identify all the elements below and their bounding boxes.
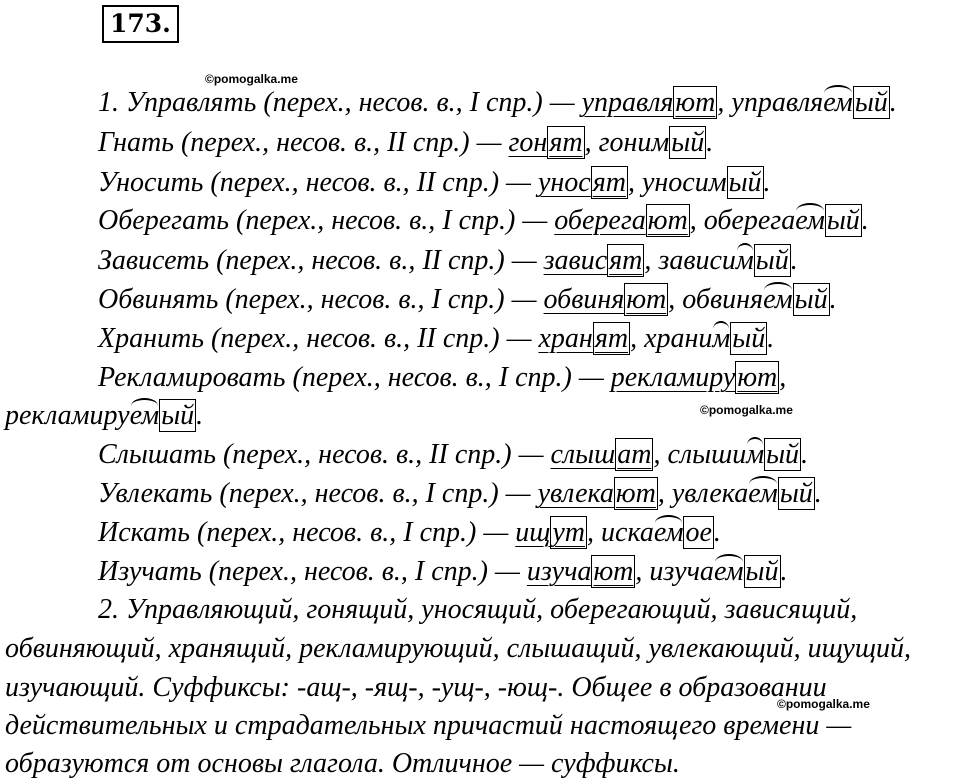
participle-form: уносимый (641, 167, 762, 198)
present-form: слышат (550, 439, 652, 470)
verb-line: Рекламировать (перех., несов. в., I спр.) — рекламируют, (98, 362, 787, 393)
participle-form: обвиняемый (682, 284, 828, 315)
present-form: обвиняют (543, 284, 667, 315)
participle-form: слышимый (667, 439, 800, 470)
participle-form: гонимый (598, 127, 705, 158)
answer-line: 2. Управляющий, гонящий, уносящий, оберегающий, зависящий, (98, 594, 858, 625)
verb-line: Хранить (перех., несов. в., II спр.) — хранят, хранимый. (98, 323, 775, 354)
participle-form: оберегаемый (703, 205, 860, 236)
verb-line: Уносить (перех., несов. в., II спр.) — уносят, уносимый. (98, 167, 771, 198)
watermark: ©pomogalka.me (777, 697, 870, 711)
answer-line: действительных и страдательных причастий настоящего времени — (5, 710, 852, 741)
verb-line: 1. Управлять (перех., несов. в., I спр.) — управляют, управляемый. (98, 87, 897, 118)
answer-line: образуются от основы глагола. Отличное — суффиксы. (5, 748, 680, 779)
answer-line: изучающий. Суффиксы: -ащ-, -ящ-, -ущ-, -ющ-. Общее в образовании (5, 672, 827, 703)
answer-line: обвиняющий, хранящий, рекламирующий, слышащий, увлекающий, ищущий, (5, 633, 911, 664)
participle-form: изучаемый (649, 556, 779, 587)
present-form: оберегают (554, 205, 688, 236)
present-form: зависят (543, 245, 643, 276)
verb-line-continuation: рекламируемый. (5, 400, 204, 431)
participle-form: увлекаемый (671, 478, 813, 509)
verb-line: Гнать (перех., несов. в., II спр.) — гонят, гонимый. (98, 127, 714, 158)
verb-line: Искать (перех., несов. в., I спр.) — ищут, искаемое. (98, 517, 721, 548)
present-form: увлекают (537, 478, 656, 509)
verb-line: Обвинять (перех., несов. в., I спр.) — обвиняют, обвиняемый. (98, 284, 837, 315)
participle-form: хранимый (644, 323, 766, 354)
verb-line: Увлекать (перех., несов. в., I спр.) — увлекают, увлекаемый. (98, 478, 822, 509)
participle-form: управляемый (731, 87, 888, 118)
watermark: ©pomogalka.me (700, 403, 793, 417)
watermark: ©pomogalka.me (205, 72, 298, 86)
verb-line: Слышать (перех., несов. в., II спр.) — слышат, слышимый. (98, 439, 809, 470)
exercise-number: 173. (102, 5, 179, 43)
verb-line: Оберегать (перех., несов. в., I спр.) — оберегают, оберегаемый. (98, 205, 869, 236)
participle-form: рекламируемый (5, 400, 195, 431)
present-form: управляют (581, 87, 716, 118)
verb-line: Зависеть (перех., несов. в., II спр.) — зависят, зависимый. (98, 245, 798, 276)
participle-form: искаемое (601, 517, 712, 548)
present-form: ищут (515, 517, 586, 548)
verb-line: Изучать (перех., несов. в., I спр.) — изучают, изучаемый. (98, 556, 788, 587)
present-form: рекламируют (610, 362, 778, 393)
present-form: изучают (526, 556, 634, 587)
present-form: уносят (537, 167, 626, 198)
participle-form: зависимый (658, 245, 789, 276)
present-form: хранят (538, 323, 629, 354)
present-form: гонят (508, 127, 583, 158)
